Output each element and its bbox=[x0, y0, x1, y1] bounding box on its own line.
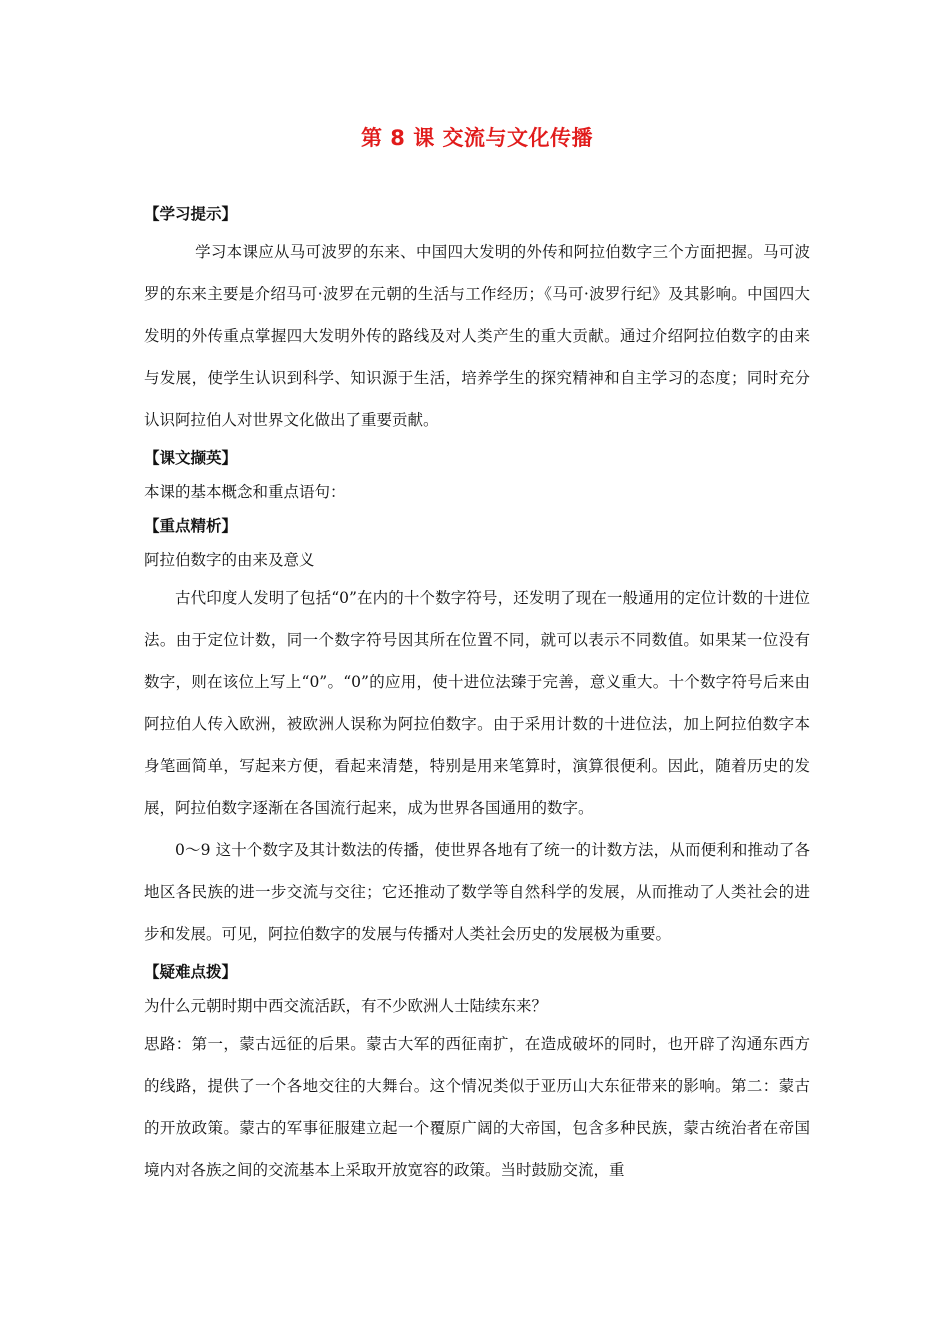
excerpt-text: 本课的基本概念和重点语句： bbox=[144, 483, 346, 501]
section-heading-key: 【重点精析】 bbox=[144, 517, 238, 535]
section-heading-tips: 【学习提示】 bbox=[144, 205, 238, 223]
document-content bbox=[144, 124, 810, 1191]
section-heading-excerpt: 【课文撷英】 bbox=[144, 449, 238, 467]
key-paragraph-2: 0～9 这十个数字及其计数法的传播，使世界各地有了统一的计数方法，从而便利和推动了各地区各民族的进一步交流与交往；它还推动了数学等自然科学的发展，从而推动了人类社会的进步和发展。可见，阿拉伯数字的发展与传播对人类社会历史的发展极为重要。 bbox=[144, 841, 810, 943]
section-heading-difficult: 【疑难点拨】 bbox=[144, 963, 238, 981]
key-subtitle: 阿拉伯数字的由来及意义 bbox=[144, 551, 315, 569]
tips-paragraph: 学习本课应从马可波罗的东来、中国四大发明的外传和阿拉伯数字三个方面把握。马可波罗的东来主要是介绍马可·波罗在元朝的生活与工作经历；《马可·波罗行纪》及其影响。中国四大发明的外传重点掌握四大发明外传的路线及对人类产生的重大贡献。通过介绍阿拉伯数字的由来与发展，使学生认识到科学、知识源于生活，培养学生的探究精神和自主学习的态度；同时充分认识阿拉伯人对世界文化做出了重要贡献。 bbox=[144, 243, 810, 429]
difficult-question: 为什么元朝时期中西交流活跃，有不少欧洲人士陆续东来？ bbox=[144, 997, 548, 1015]
difficult-answer: 思路：第一，蒙古远征的后果。蒙古大军的西征南扩，在造成破坏的同时，也开辟了沟通东西方的线路，提供了一个各地交往的大舞台。这个情况类似于亚历山大东征带来的影响。第二：蒙古的开放政策。蒙古的军事征服建立起一个覆原广阔的大帝国，包含多种民族，蒙古统治者在帝国境内对各族之间的交流基本上采取开放宽容的政策。当时鼓励交流，重 bbox=[144, 1035, 810, 1179]
lesson-title: 第 8 课 交流与文化传播 bbox=[360, 126, 594, 150]
key-paragraph-1: 古代印度人发明了包括“0”在内的十个数字符号，还发明了现在一般通用的定位计数的十进位法。由于定位计数，同一个数字符号因其所在位置不同，就可以表示不同数值。如果某一位没有数字，则在该位上写上“0”。“0”的应用，使十进位法臻于完善，意义重大。十个数字符号后来由阿拉伯人传入欧洲，被欧洲人误称为阿拉伯数字。由于采用计数的十进位法，加上阿拉伯数字本身笔画简单，写起来方便，看起来清楚，特别是用来笔算时，演算很便利。因此，随着历史的发展，阿拉伯数字逐渐在各国流行起来，成为世界各国通用的数字。 bbox=[144, 589, 810, 817]
